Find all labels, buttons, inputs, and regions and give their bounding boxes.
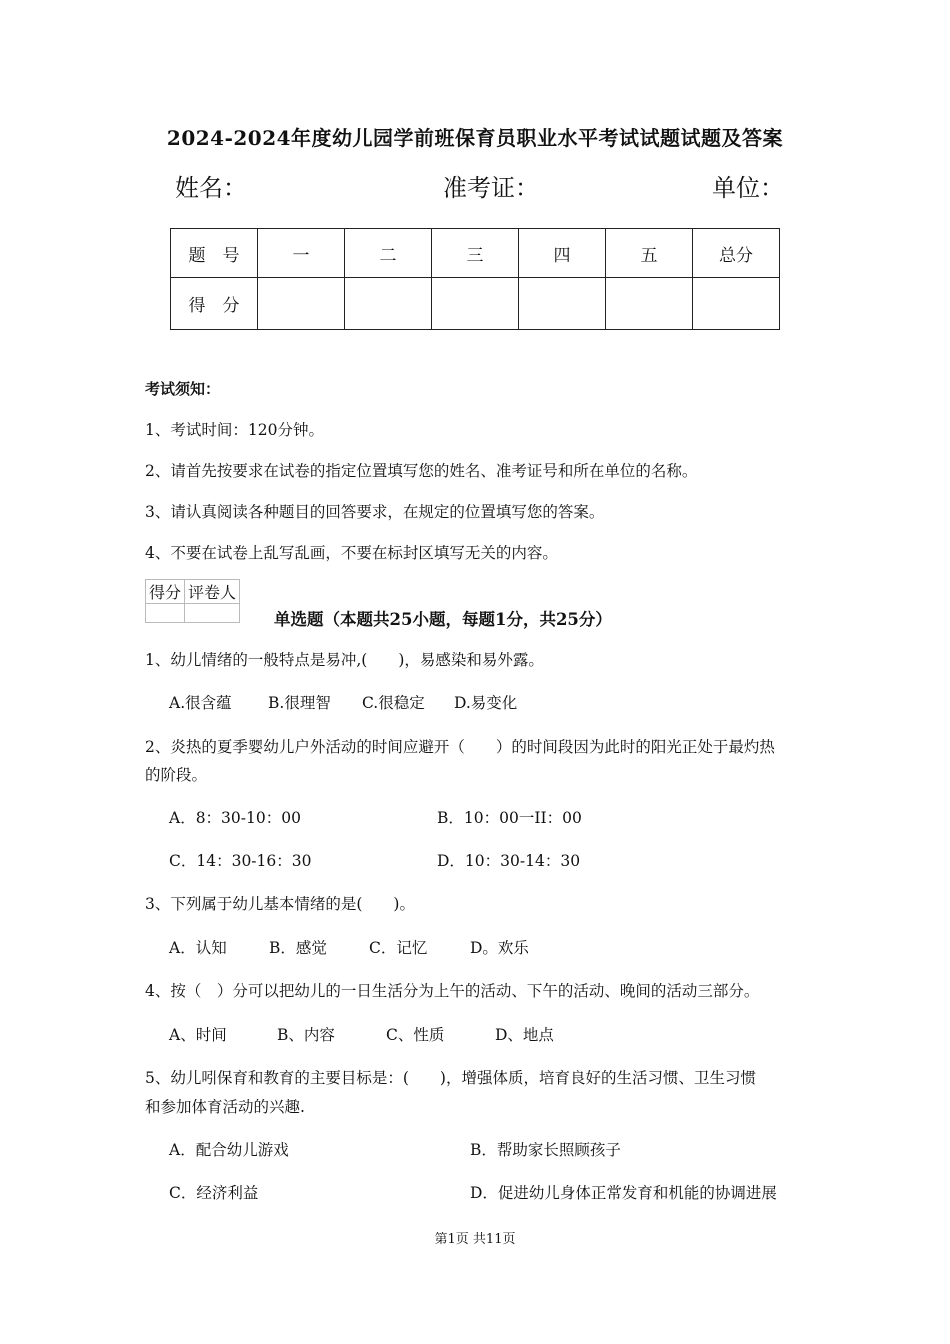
option[interactable]: A．配合幼儿游戏 bbox=[169, 1141, 289, 1159]
notice-item: 4、不要在试卷上乱写乱画，不要在标封区填写无关的内容。 bbox=[145, 544, 558, 562]
notice-item: 3、请认真阅读各种题目的回答要求，在规定的位置填写您的答案。 bbox=[145, 503, 605, 521]
score-header-cell: 题 号 bbox=[171, 229, 258, 278]
option[interactable]: A.很含蕴 bbox=[169, 694, 232, 712]
score-cell[interactable] bbox=[693, 278, 780, 330]
option[interactable]: C．14：30-16：30 bbox=[169, 852, 312, 870]
question-text: 3、下列属于幼儿基本情绪的是( )。 bbox=[145, 895, 415, 913]
section-title: 单选题（本题共25小题，每题1分，共25分） bbox=[274, 610, 612, 629]
option[interactable]: A．认知 bbox=[169, 939, 227, 957]
option[interactable]: B、内容 bbox=[277, 1026, 335, 1044]
score-header-cell: 二 bbox=[345, 229, 432, 278]
option[interactable]: D。欢乐 bbox=[470, 939, 529, 957]
page-title: 2024-2024年度幼儿园学前班保育员职业水平考试试题试题及答案 bbox=[166, 126, 784, 150]
option[interactable]: D．10：30-14：30 bbox=[437, 852, 581, 870]
score-table-score-row bbox=[171, 278, 780, 330]
score-header-cell: 五 bbox=[606, 229, 693, 278]
score-cell[interactable] bbox=[606, 278, 693, 330]
question-text: 4、按（ ）分可以把幼儿的一日生活分为上午的活动、下午的活动、晚间的活动三部分。 bbox=[145, 982, 760, 1000]
score-table bbox=[170, 228, 780, 330]
score-header-cell: 三 bbox=[432, 229, 519, 278]
notice-title: 考试须知： bbox=[145, 380, 221, 398]
option[interactable]: D、地点 bbox=[495, 1026, 554, 1044]
question-text-cont: 和参加体育活动的兴趣. bbox=[145, 1098, 305, 1116]
option[interactable]: B.很理智 bbox=[268, 694, 331, 712]
option[interactable]: A．8：30-10：00 bbox=[169, 809, 301, 827]
question-text-cont: 的阶段。 bbox=[145, 766, 208, 784]
question-text: 2、炎热的夏季婴幼儿户外活动的时间应避开（ ）的时间段因为此时的阳光正处于最灼热 bbox=[145, 738, 775, 756]
notice-item: 2、请首先按要求在试卷的指定位置填写您的姓名、准考证号和所在单位的名称。 bbox=[145, 462, 698, 480]
option[interactable]: B．10：00一II：00 bbox=[437, 809, 582, 827]
option[interactable]: D.易变化 bbox=[454, 694, 518, 712]
ticket-label: 准考证： bbox=[443, 174, 539, 202]
grader-box bbox=[145, 579, 240, 623]
option[interactable]: D．促进幼儿身体正常发育和机能的协调进展 bbox=[470, 1184, 777, 1202]
notice-item: 1、考试时间：120分钟。 bbox=[145, 421, 324, 439]
option[interactable]: C．记忆 bbox=[369, 939, 428, 957]
option[interactable]: A、时间 bbox=[169, 1026, 227, 1044]
option[interactable]: C、性质 bbox=[386, 1026, 445, 1044]
score-header-cell: 总分 bbox=[693, 229, 780, 278]
score-table-header-row bbox=[171, 229, 780, 278]
option[interactable]: B．感觉 bbox=[269, 939, 327, 957]
question-text: 1、幼儿情绪的一般特点是易冲,( )，易感染和易外露。 bbox=[145, 651, 544, 669]
option[interactable]: C．经济利益 bbox=[169, 1184, 259, 1202]
grader-score-label: 得分 bbox=[146, 580, 185, 604]
question-text: 5、幼儿吲保育和教育的主要目标是：( )，增强体质，培育良好的生活习惯、卫生习惯 bbox=[145, 1069, 756, 1087]
grader-score-cell[interactable] bbox=[146, 604, 185, 623]
name-label: 姓名： bbox=[175, 174, 247, 202]
score-header-cell: 一 bbox=[258, 229, 345, 278]
grader-name-label: 评卷人 bbox=[185, 580, 240, 604]
score-cell[interactable] bbox=[432, 278, 519, 330]
score-cell[interactable] bbox=[519, 278, 606, 330]
score-row-label: 得 分 bbox=[171, 278, 258, 330]
candidate-info-row bbox=[175, 168, 785, 204]
score-cell[interactable] bbox=[258, 278, 345, 330]
score-header-cell: 四 bbox=[519, 229, 606, 278]
option[interactable]: B．帮助家长照顾孩子 bbox=[470, 1141, 621, 1159]
page-footer: 第1页 共11页 bbox=[434, 1232, 516, 1247]
score-cell[interactable] bbox=[345, 278, 432, 330]
option[interactable]: C.很稳定 bbox=[362, 694, 425, 712]
grader-name-cell[interactable] bbox=[185, 604, 240, 623]
unit-label: 单位： bbox=[712, 174, 784, 202]
